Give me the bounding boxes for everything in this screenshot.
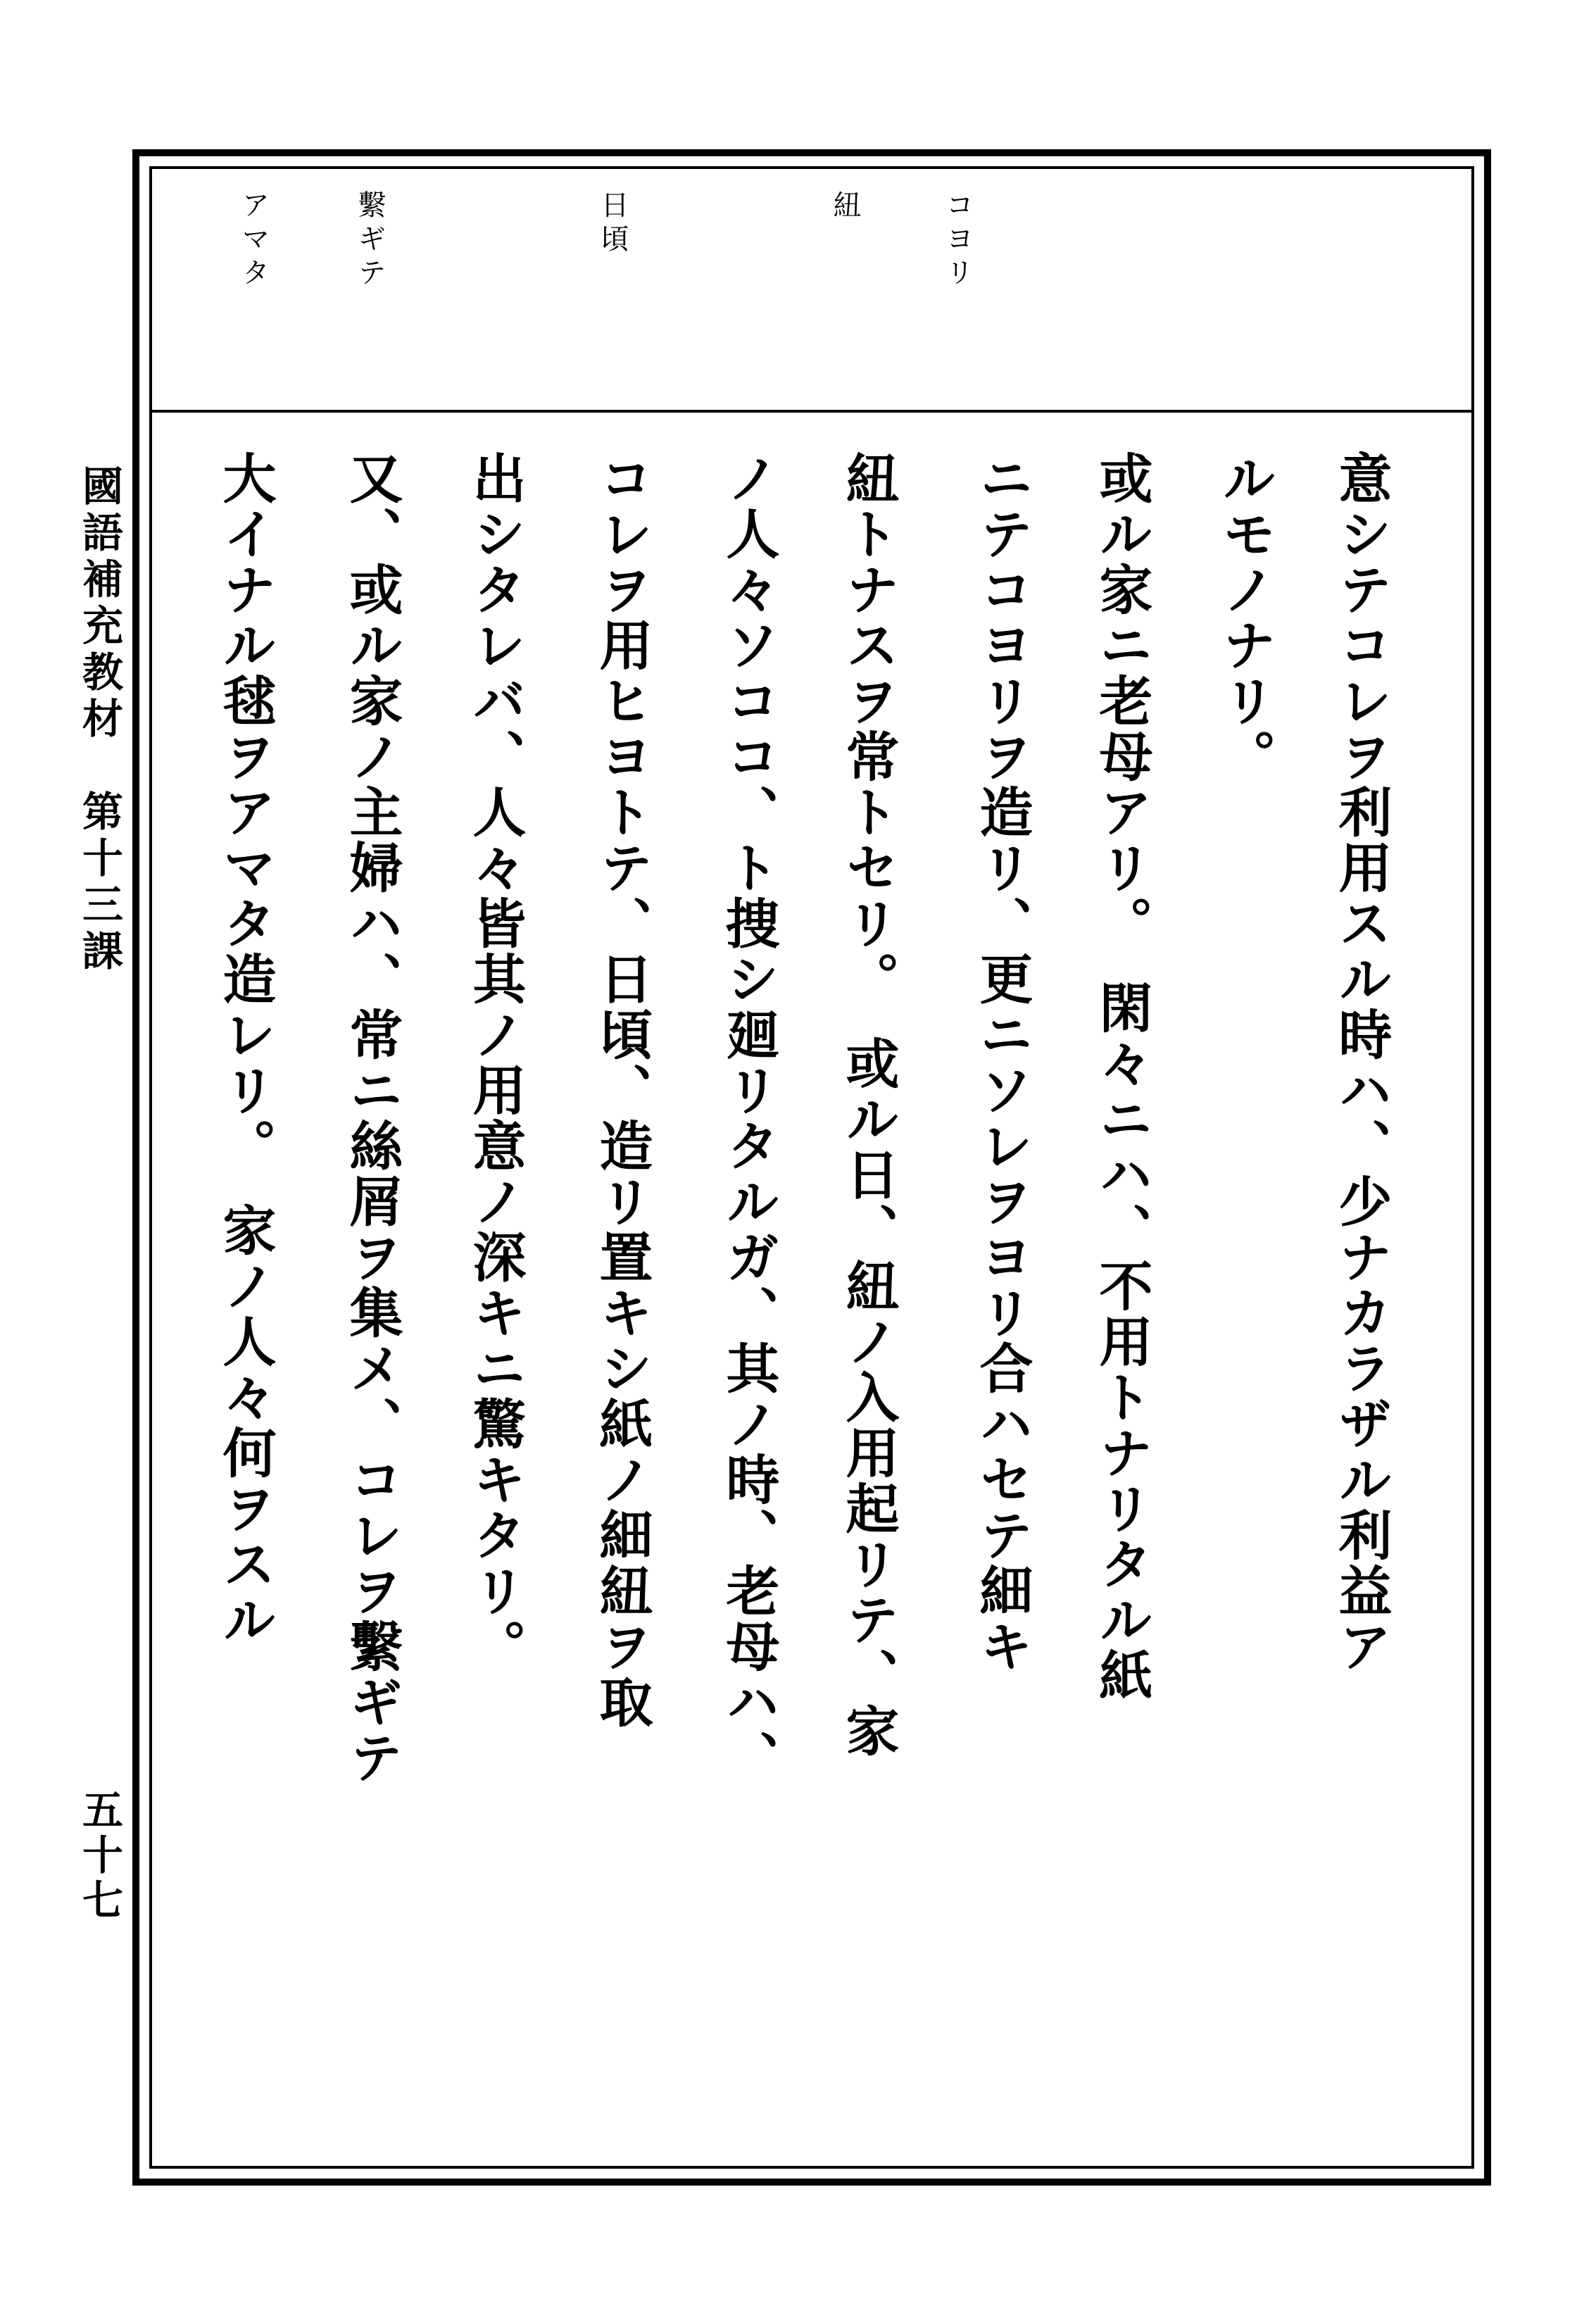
text-column-4: ニテコヨリヲ造リ、更ニソレヲヨリ合ハセテ細キ <box>971 451 1033 1674</box>
text-column-8: 出シタレバ、人々皆其ノ用意ノ深キニ驚キタリ。 <box>464 451 527 1674</box>
gloss-himo: 紐 <box>829 190 861 224</box>
text-column-9: 又、或ル家ノ主婦ハ、常ニ絲屑ヲ集メ、コレヲ繫ギテ <box>341 451 403 1786</box>
gloss-higoro: 日頃 <box>596 190 629 258</box>
gloss-tsunagite: 繫ギテ <box>353 190 386 292</box>
page-number: 五十七 <box>75 1788 123 1924</box>
text-column-5: 紐トナスヲ常トセリ。 或ル日、紐ノ入用起リテ、家 <box>837 451 900 1759</box>
text-column-2: ルモノナリ。 <box>1214 451 1276 784</box>
gloss-koyori: コヨリ <box>941 190 974 292</box>
text-column-7: コレヲ用ヒヨトテ、日頃、造リ置キシ紙ノ細紐ヲ取 <box>591 451 653 1730</box>
text-column-1: 意シテコレヲ利用スル時ハ、少ナカラザル利益ア <box>1330 451 1393 1674</box>
running-head-title: 國語補充教材 第十三課 <box>75 465 123 976</box>
text-column-10: 大イナル毬ヲアマタ造レリ。 家ノ人々何ヲスル <box>214 451 277 1648</box>
gloss-amata: アマタ <box>237 190 270 292</box>
text-column-6: ノ人々ソココ、ト捜シ廻リタルガ、其ノ時、老母ハ、 <box>717 451 780 1786</box>
header-divider <box>149 410 1474 413</box>
text-column-3: 或ル家ニ老母アリ。 閑々ニハ、不用トナリタル紙 <box>1091 451 1153 1703</box>
